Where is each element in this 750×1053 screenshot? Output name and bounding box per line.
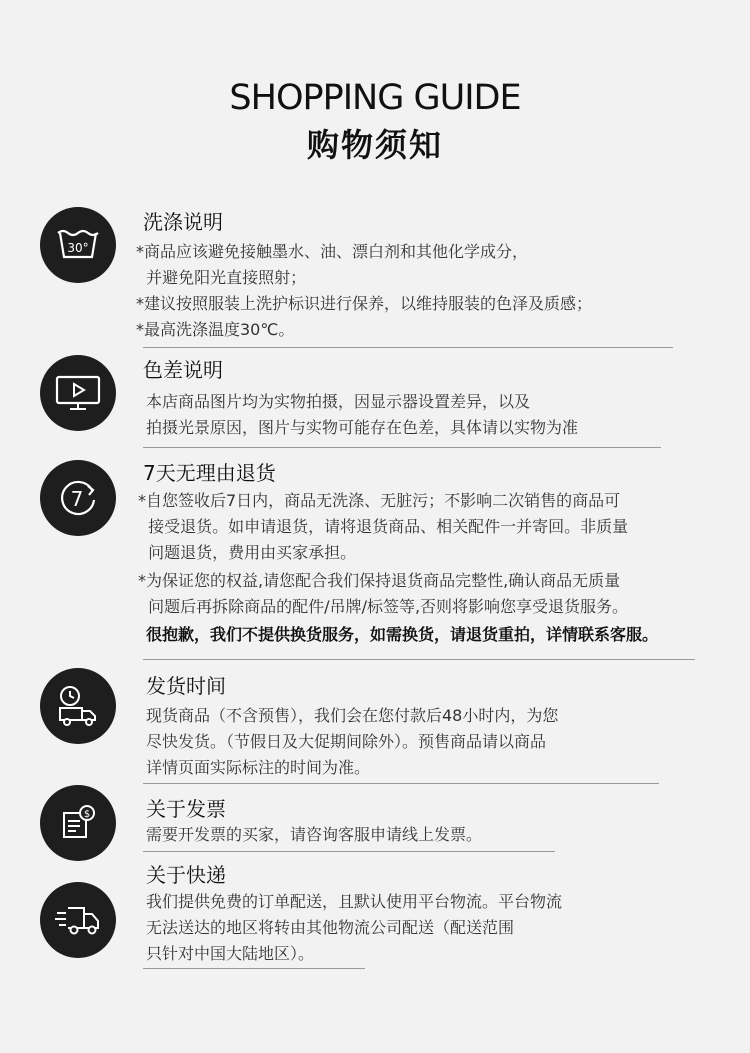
divider [143,347,673,348]
body-line-emphasis: 很抱歉，我们不提供换货服务，如需换货，请退货重拍，详情联系客服。 [146,625,659,644]
body-line: *最高洗涤温度30℃。 [136,320,295,339]
section-body [146,822,482,848]
svg-text:$: $ [83,809,91,820]
body-line: 并避免阳光直接照射； [136,268,307,287]
divider [143,447,661,448]
body-line: 无法送达的地区将转由其他物流公司配送（配送范围 [146,918,515,937]
express-truck-icon [40,882,116,958]
divider [143,851,555,852]
body-line: 现货商品（不含预售），我们会在您付款后48小时内，为您 [146,706,559,725]
invoice-icon [40,785,116,861]
monitor-play-icon [40,355,116,431]
body-line: 尽快发货。（节假日及大促期间除外）。预售商品请以商品 [146,732,547,751]
section-title: 发货时间 [146,674,226,698]
section-title: 洗涤说明 [143,210,223,234]
body-line: 我们提供免费的订单配送，且默认使用平台物流。平台物流 [146,892,563,911]
body-line: 问题后再拆除商品的配件/吊牌/标签等,否则将影响您享受退货服务。 [138,597,629,616]
body-line: 拍摄光景原因，图片与实物可能存在色差，具体请以实物为准 [146,418,579,437]
body-line: *为保证您的权益,请您配合我们保持退货商品完整性,确认商品无质量 [138,571,621,590]
section-body [146,389,578,441]
section-body [136,239,592,343]
body-line: 接受退货。如申请退货，请将退货商品、相关配件一并寄回。非质量 [138,517,629,536]
body-line: 需要开发票的买家，请咨询客服申请线上发票。 [146,825,483,844]
divider [143,783,659,784]
seven-day-return-icon [40,460,116,536]
section-body [146,889,562,967]
section-body [138,488,658,648]
body-line: *商品应该避免接触墨水、油、漂白剂和其他化学成分， [136,242,529,261]
page-header [0,76,750,166]
body-line: 问题退货，费用由买家承担。 [138,543,357,562]
section-title: 关于发票 [146,797,226,821]
divider [143,968,365,969]
wash-30-icon [40,207,116,283]
section-title: 关于快递 [146,863,226,887]
delivery-time-icon [40,668,116,744]
body-line: 详情页面实际标注的时间为准。 [146,758,371,777]
body-line: *自您签收后7日内，商品无洗涤、无脏污；不影响二次销售的商品可 [138,491,621,510]
section-title: 色差说明 [143,358,223,382]
title-english: SHOPPING GUIDE [229,78,521,118]
body-line: *建议按照服装上洗护标识进行保养，以维持服装的色泽及质感； [136,294,593,313]
section-title: 7天无理由退货 [143,461,276,485]
divider [143,659,695,660]
svg-text:7: 7 [70,487,84,511]
svg-text:30°: 30° [67,241,89,255]
body-line: 本店商品图片均为实物拍摄，因显示器设置差异，以及 [146,392,531,411]
title-chinese: 购物须知 [306,126,443,164]
body-line: 只针对中国大陆地区）。 [146,944,315,963]
section-body [146,703,558,781]
